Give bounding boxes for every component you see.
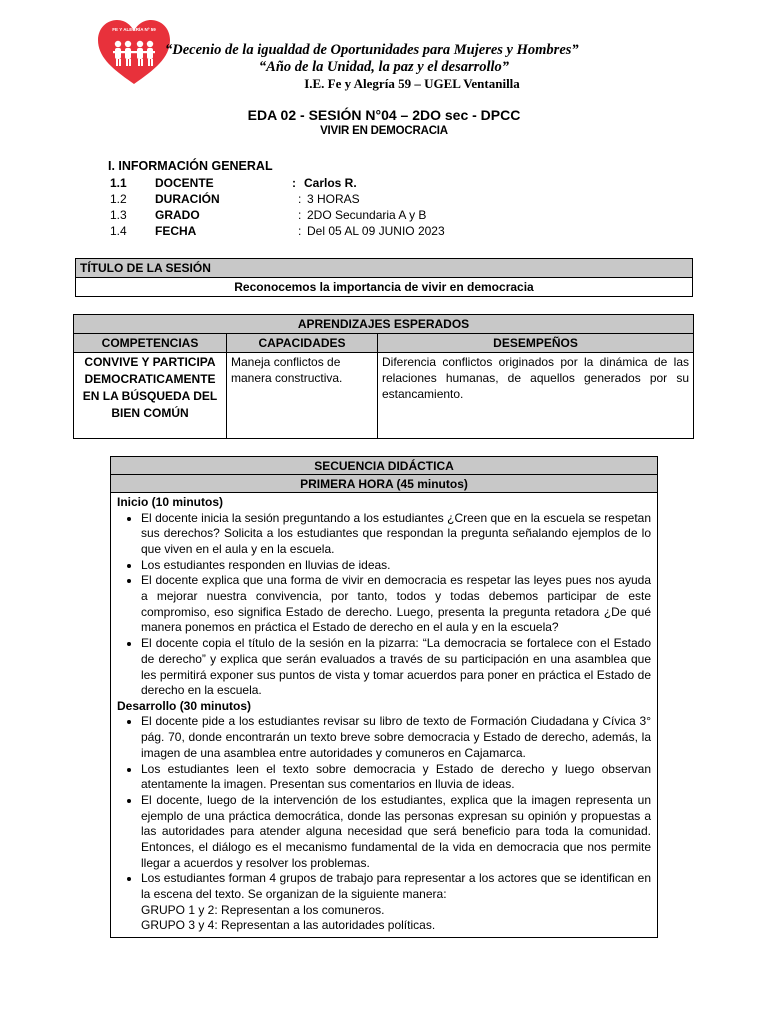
info-num: 1.4 xyxy=(110,224,127,238)
desarrollo-list xyxy=(117,714,651,902)
info-sep: : xyxy=(298,224,302,238)
info-num: 1.1 xyxy=(110,176,127,190)
learning-table xyxy=(73,314,694,439)
learning-header: APRENDIZAJES ESPERADOS xyxy=(74,315,694,334)
list-item: • El docente inicia la sesión preguntando a los estudiantes ¿Creen que en la escuela se respetan sus derechos? Solicita a los estudiantes que respondan la pregunta señalando ejemplos de lo que viven en el aula y en la escuela. xyxy=(141,511,651,558)
session-title-header: TÍTULO DE LA SESIÓN xyxy=(76,259,693,278)
session-title-table xyxy=(75,258,693,297)
info-value: 2DO Secundaria A y B xyxy=(307,208,427,222)
list-item: • El docente pide a los estudiantes revisar su libro de texto de Formación Ciudadana y Cívica 3° pág. 70, donde encontrarán un texto breve sobre democracia y Estado de derecho, además, la imagen de una asamblea entre autoridades y comuneros en Cajamarca. xyxy=(141,714,651,761)
desempeno-cell: Diferencia conflictos originados por la dinámica de las relaciones humanas, de aquellos generados por su estancamiento. xyxy=(378,353,694,439)
session-title-text: Reconocemos la importancia de vivir en democracia xyxy=(76,278,693,297)
info-num: 1.2 xyxy=(110,192,127,206)
session-subtitle: VIVIR EN DEMOCRACIA xyxy=(320,125,448,137)
school-name: I.E. Fe y Alegría 59 – UGEL Ventanilla xyxy=(304,76,520,91)
info-label: GRADO xyxy=(155,208,200,222)
session-title: EDA 02 - SESIÓN N°04 – 2DO sec - DPCC xyxy=(247,107,521,123)
inicio-title: Inicio (10 minutos) xyxy=(117,495,224,509)
competencia-cell: CONVIVE Y PARTICIPA DEMOCRATICAMENTE EN LA BÚSQUEDA DEL BIEN COMÚN xyxy=(74,353,227,439)
info-sep: : xyxy=(298,208,302,222)
info-row-fecha xyxy=(108,224,528,240)
group-line: GRUPO 3 y 4: Representan a las autoridades políticas. xyxy=(141,918,436,933)
first-hour-header: PRIMERA HORA (45 minutos) xyxy=(111,475,658,493)
capacidad-cell: Maneja conflictos de manera constructiva. xyxy=(227,353,378,439)
info-heading: I. INFORMACIÓN GENERAL xyxy=(108,159,273,173)
column-header-competencias: COMPETENCIAS xyxy=(74,334,227,353)
list-item: • El docente, luego de la intervención de los estudiantes, explica que la imagen representa un ejemplo de una práctica democrática, donde las personas expresan su opinión y propuestas a las autoridades para atender alguna necesidad que será beneficio para toda la comunidad. Entonces, el diálogo es el mecanismo fundamental de la vida en democracia que nos permite llegar a acuerdos y resolver los problemas. xyxy=(141,793,651,872)
list-item: • El docente copia el título de la sesión en la pizarra: “La democracia se fortalece con el Estado de derecho” y explica que serán evaluados a través de su participación en una asamblea que les permitirá exponer sus puntos de vista y tomar acuerdos para poner en práctica el Estado de derecho en la escuela. xyxy=(141,636,651,699)
column-header-capacidades: CAPACIDADES xyxy=(227,334,378,353)
group-line: GRUPO 1 y 2: Representan a los comuneros. xyxy=(141,902,385,917)
info-row-duracion xyxy=(108,192,528,208)
decenio-heading: “Decenio de la igualdad de Oportunidades para Mujeres y Hombres” xyxy=(165,42,579,58)
info-label: DOCENTE xyxy=(155,176,214,190)
info-label: FECHA xyxy=(155,224,197,238)
sequence-table xyxy=(110,456,658,938)
list-item: • Los estudiantes responden en lluvias de ideas. xyxy=(141,558,651,574)
info-num: 1.3 xyxy=(110,208,127,222)
logo-text: FE Y ALEGRÍA Nº 59 xyxy=(112,27,156,32)
list-item: • El docente explica que una forma de vivir en democracia es respetar las leyes pues nos ayuda a mejorar nuestra convivencia, por tanto, todos y todas debemos participar de este compromiso, eso significa Estado de derecho. Luego, presenta la pregunta retadora ¿De qué manera ponemos en práctica el Estado de derecho en el aula y en la escuela? xyxy=(141,573,651,636)
info-sep: : xyxy=(298,192,302,206)
anio-heading: “Año de la Unidad, la paz y el desarrollo” xyxy=(258,59,510,75)
info-value: Del 05 AL 09 JUNIO 2023 xyxy=(307,224,445,238)
sequence-header: SECUENCIA DIDÁCTICA xyxy=(111,457,658,475)
column-header-desempenos: DESEMPEÑOS xyxy=(378,334,694,353)
info-row-grado xyxy=(108,208,528,224)
list-item: • Los estudiantes forman 4 grupos de trabajo para representar a los actores que se identifican en la escena del texto. Se organizan de la siguiente manera: xyxy=(141,871,651,902)
info-row-docente xyxy=(108,176,528,192)
list-item: • Los estudiantes leen el texto sobre democracia y Estado de derecho y luego observan atentamente la imagen. Presentan sus comentarios en lluvia de ideas. xyxy=(141,762,651,793)
sequence-body xyxy=(111,493,658,938)
info-sep: : xyxy=(292,176,296,190)
info-value: 3 HORAS xyxy=(307,192,360,206)
inicio-list xyxy=(117,511,651,699)
info-value: Carlos R. xyxy=(304,176,357,190)
desarrollo-title: Desarrollo (30 minutos) xyxy=(117,698,252,713)
info-label: DURACIÓN xyxy=(155,192,220,206)
